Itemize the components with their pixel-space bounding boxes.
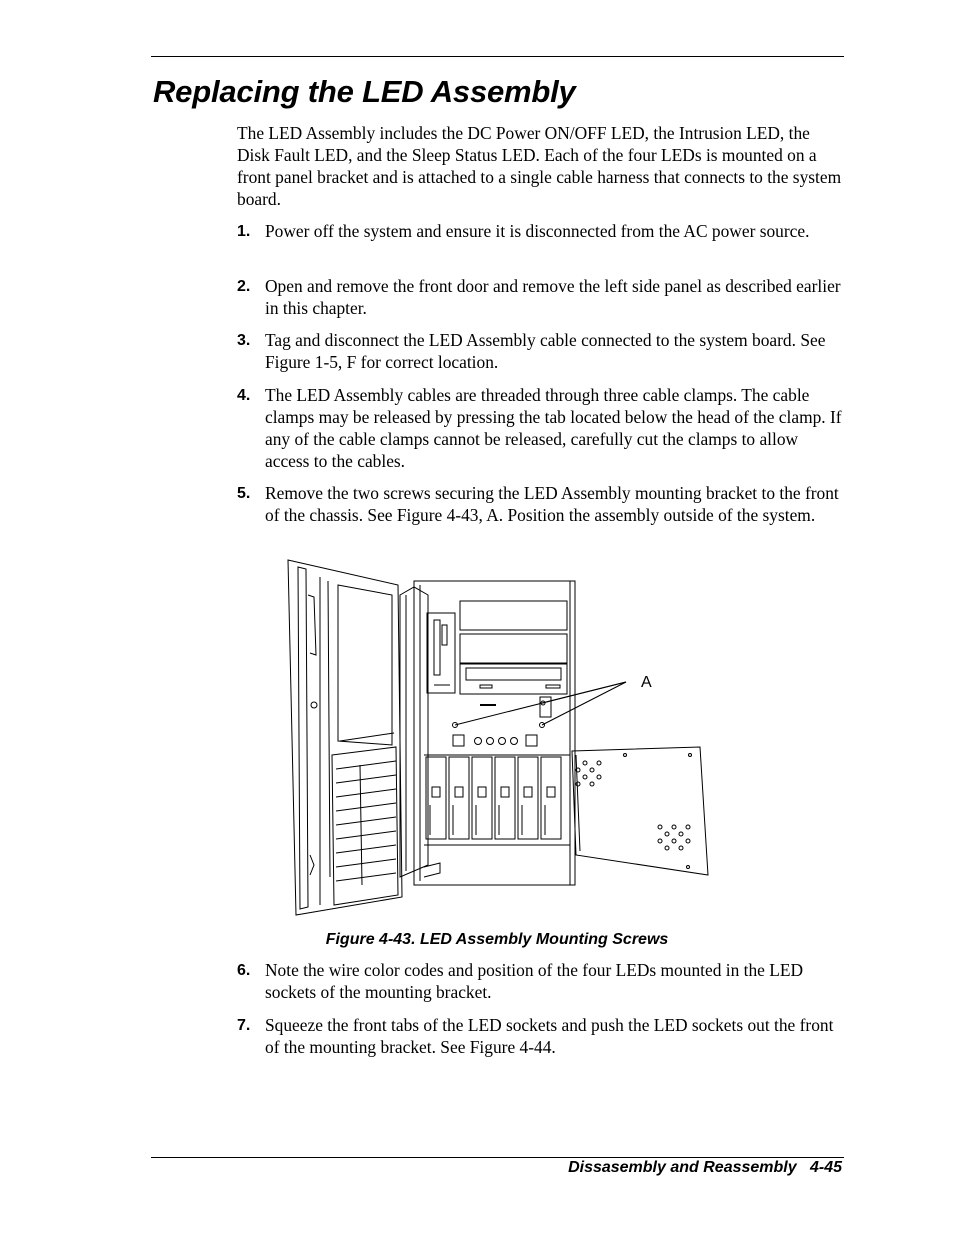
intro-paragraph: The LED Assembly includes the DC Power ON/OFF LED, the Intrusion LED, the Disk Fault LED, and the Sleep Status LED. Each of the four LEDs is mounted on a front panel bracket and is attached to a single cable harness that connects to the system board. <box>237 123 842 209</box>
figure-led-assembly <box>280 555 720 925</box>
step-item <box>237 960 843 1004</box>
step-text: Note the wire color codes and position of the four LEDs mounted in the LED sockets of the mounting bracket. <box>265 960 804 1002</box>
step-number: 5. <box>237 485 251 502</box>
step-item <box>237 276 843 320</box>
step-number: 4. <box>237 387 251 404</box>
step-item <box>237 385 843 473</box>
header-rule <box>151 56 844 57</box>
step-text: Open and remove the front door and remove the left side panel as described earlier in this chapter. <box>265 276 841 318</box>
step-text: Remove the two screws securing the LED Assembly mounting bracket to the front of the chassis. See Figure 4-43, A. Position the assembly outside of the system. <box>265 483 839 525</box>
callout-label-a: A <box>641 674 652 691</box>
step-number: 6. <box>237 962 251 979</box>
chassis-illustration <box>280 555 720 925</box>
step-item <box>237 330 843 374</box>
step-item <box>237 483 843 527</box>
page-footer <box>568 1159 842 1177</box>
step-text: The LED Assembly cables are threaded through three cable clamps. The cable clamps may be released by pressing the tab located below the head of the clamp. If any of the cable clamps cannot be released, carefully cut the clamps to allow access to the cables. <box>265 385 842 471</box>
step-text: Tag and disconnect the LED Assembly cable connected to the system board. See Figure 1-5, F for correct location. <box>265 330 826 372</box>
step-item <box>237 221 843 243</box>
step-number: 3. <box>237 332 251 349</box>
chassis-front <box>400 581 575 885</box>
step-number: 7. <box>237 1017 251 1034</box>
page-title: Replacing the LED Assembly <box>153 74 576 109</box>
footer-section: Dissasembly and Reassembly <box>568 1159 797 1176</box>
figure-caption: Figure 4-43. LED Assembly Mounting Screws <box>325 931 669 948</box>
footer-page-number: 4-45 <box>809 1159 842 1176</box>
step-text: Power off the system and ensure it is disconnected from the AC power source. <box>265 221 810 241</box>
footer-rule <box>151 1157 844 1158</box>
step-text: Squeeze the front tabs of the LED sockets and push the LED sockets out the front of the mounting bracket. See Figure 4-44. <box>265 1015 834 1057</box>
step-number: 2. <box>237 278 251 295</box>
drive-bays <box>426 757 561 839</box>
side-panel <box>572 747 708 875</box>
front-door <box>288 560 402 915</box>
step-number: 1. <box>237 223 251 240</box>
step-item <box>237 1015 843 1059</box>
